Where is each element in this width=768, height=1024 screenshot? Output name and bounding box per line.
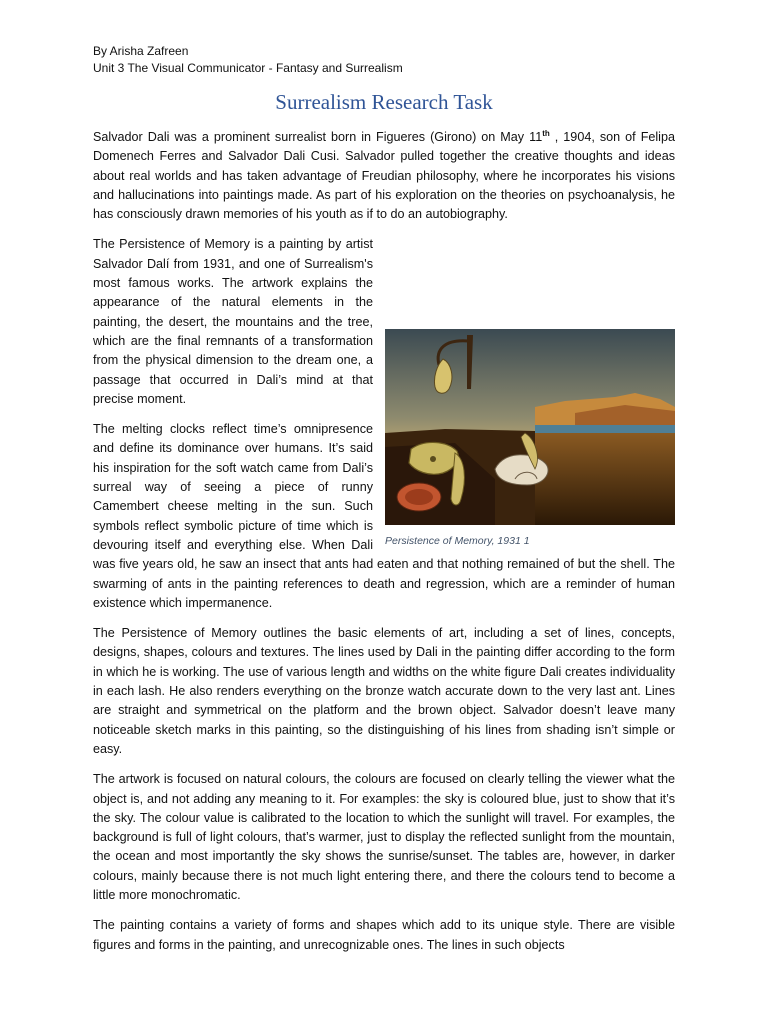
paragraph-text: , 1904, son of Felipa Domenech Ferres and Salvador Dali Cusi. Salvador pulled together the creative thoughts and ideas about real worlds and has taken advantage of Freudian philosophy, where he incorporates his visions and hallucinations into paintings made. As part of his exploration on the theories on psychoanalysis, he has consciously drawn memories of his youth as if to do an autobiography. — [93, 130, 675, 222]
paragraph-melting-clocks: The melting clocks reflect time’s omnipresence and define its dominance over humans. It’s said his inspiration for the soft watch came from Dali’s surreal way of seeing a piece of runny Camembert cheese melting in the sun. Such symbols reflect symbolic picture of time which is devouring itself and everything else. When Dali was five years old, he saw an insect that ants had eaten and that nothing remained of but the shell. The swarming of ants in the painting references to death and regression, which are a reminder of human existence which impermanence. — [93, 422, 675, 610]
page-title: Surrealism Research Task — [275, 90, 493, 114]
unit-line: Unit 3 The Visual Communicator - Fantasy and Surrealism — [93, 61, 403, 75]
paragraph-persistence-intro: The Persistence of Memory is a painting by artist Salvador Dalí from 1931, and one of Surrealism's most famous works. The artwork explains the appearance of the natural elements in the painting, the desert, the mountains and the tree, which are the final remnants of a transformation from the physical dimension to the dream one, a passage that occurred in Dali’s mind at that precise moment. — [93, 237, 373, 406]
paragraph-dali-bio — [93, 128, 675, 224]
paragraph-text: Salvador Dali was a prominent surrealist born in Figueres (Girono) on May 11 — [93, 130, 543, 144]
author-line: By Arisha Zafreen — [93, 44, 189, 58]
paragraph-forms-shapes: The painting contains a variety of forms and shapes which add to its unique style. There are visible figures and forms in the painting, and unrecognizable ones. The lines in such objects — [93, 918, 675, 952]
figure-caption: Persistence of Memory, 1931 1 — [385, 535, 530, 548]
document-body — [93, 128, 675, 966]
painting-figure — [385, 329, 675, 548]
paragraph-colours: The artwork is focused on natural colours, the colours are focused on clearly telling the viewer what the object is, and not adding any meaning to it. For examples: the sky is coloured blue, just to show that it’s the sky. The colour value is calibrated to the location to which the sunlight will travel. For examples, the background is full of light colours, that’s warmer, just to display the reflected sunlight from the mountain, the ocean and most importantly the sky shows the sunrise/sunset. The tables are, however, in darker colours, mainly because there is not much light entering there, and there the colours tend to become a little more monochromatic. — [93, 772, 675, 902]
paragraph-elements-of-art: The Persistence of Memory outlines the basic elements of art, including a set of lines, concepts, designs, shapes, colours and textures. The lines used by Dali in the painting differ according to the form in which he is working. The use of various length and widths on the white figure Dali creates individuality in each lash. He also renders everything on the bronze watch accurate down to the very last ant. Lines are straight and symmetrical on the platform and the brown object. Salvador doesn’t leave many noticeable sketch marks in this painting, so the distinguishing of his lines from shading isn’t simple or easy. — [93, 626, 675, 756]
persistence-of-memory-painting — [385, 329, 675, 525]
ordinal-suffix: th — [542, 128, 550, 138]
document-header — [93, 43, 403, 77]
